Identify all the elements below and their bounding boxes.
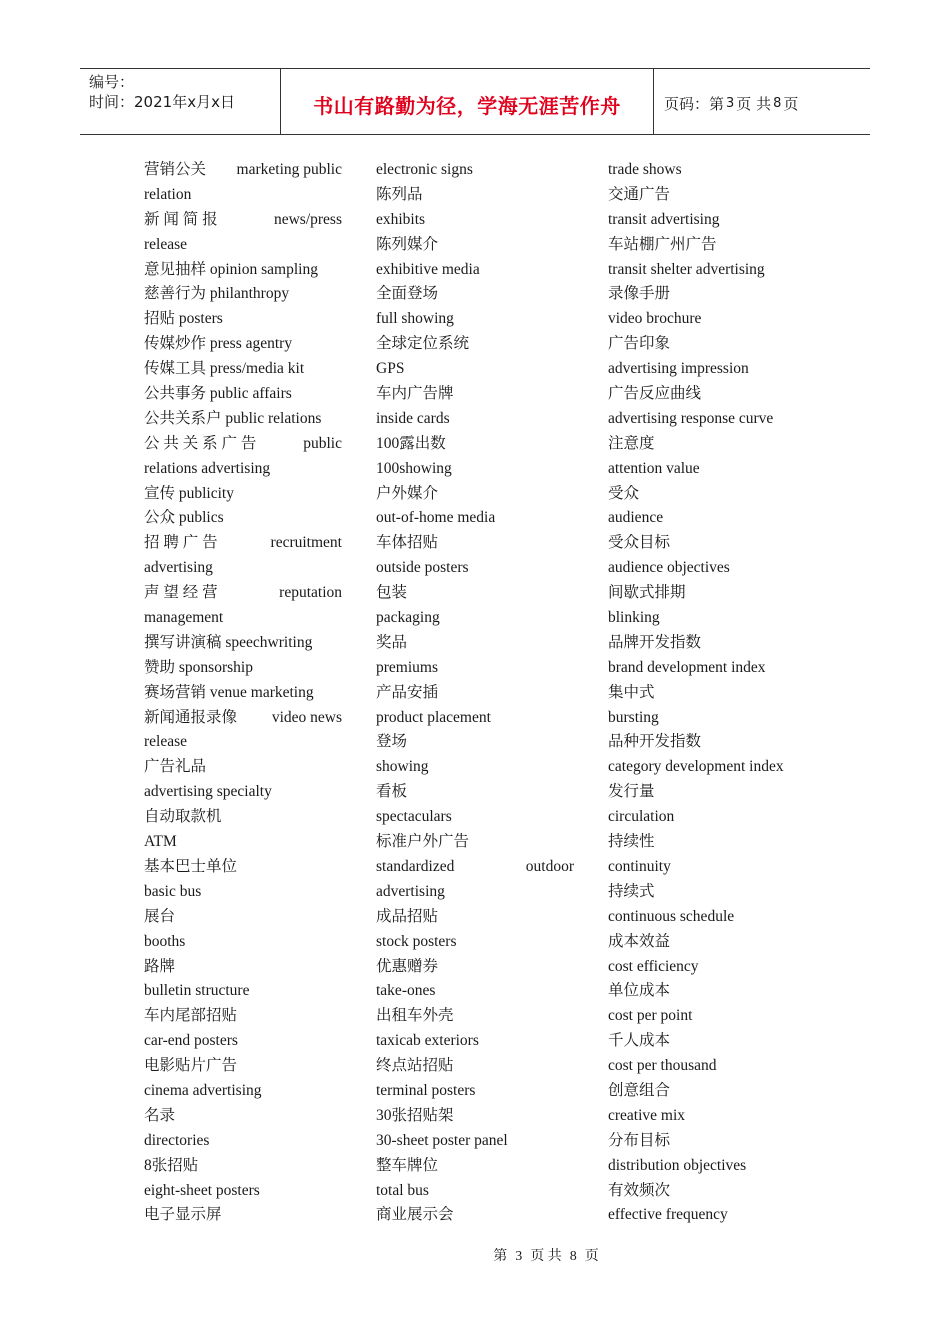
glossary-text: 广告印象 — [608, 335, 671, 353]
glossary-line — [608, 805, 828, 830]
glossary-line — [144, 955, 342, 980]
glossary-line — [608, 158, 828, 183]
glossary-text: video brochure — [608, 310, 702, 328]
glossary-text: out-of-home media — [376, 509, 496, 527]
glossary-text: 电影贴片广告 — [144, 1057, 238, 1075]
glossary-line — [376, 880, 574, 905]
glossary-line — [144, 780, 342, 805]
time-row — [89, 92, 280, 112]
glossary-line — [144, 382, 342, 407]
glossary-text: ATM — [144, 833, 177, 851]
glossary-text: standardized — [376, 857, 455, 875]
glossary-line — [608, 1104, 828, 1129]
glossary-line — [144, 332, 342, 357]
glossary-text: 单位成本 — [608, 982, 671, 1000]
glossary-line — [144, 730, 342, 755]
glossary-line — [376, 1004, 574, 1029]
glossary-line — [376, 233, 574, 258]
glossary-text: advertising — [144, 559, 213, 577]
glossary-line — [144, 556, 342, 581]
glossary-text: 受众 — [608, 484, 640, 502]
glossary-text: blinking — [608, 609, 660, 627]
header-page-indicator — [654, 69, 870, 134]
glossary-line — [144, 656, 342, 681]
glossary-line — [376, 506, 574, 531]
glossary-line — [608, 1029, 828, 1054]
glossary-text: reputation — [279, 584, 342, 602]
glossary-text: 招 聘 广 告 — [144, 534, 218, 552]
glossary-line — [144, 581, 342, 606]
glossary-text: 公共事务 public affairs — [144, 385, 292, 403]
glossary-line — [376, 183, 574, 208]
glossary-line — [144, 905, 342, 930]
glossary-text: 车内尾部招贴 — [144, 1007, 238, 1025]
glossary-line — [144, 1154, 342, 1179]
glossary-text: transit advertising — [608, 210, 720, 228]
glossary-line — [144, 1129, 342, 1154]
glossary-line — [144, 258, 342, 283]
glossary-line — [608, 556, 828, 581]
glossary-text: 成品招贴 — [376, 907, 439, 925]
glossary-text: 注意度 — [608, 434, 655, 452]
glossary-text: 发行量 — [608, 783, 655, 801]
glossary-line — [376, 307, 574, 332]
glossary-text: trade shows — [608, 161, 682, 178]
glossary-text: effective frequency — [608, 1206, 728, 1224]
glossary-text: 基本巴士单位 — [144, 857, 238, 875]
glossary-text: 电子显示屏 — [144, 1206, 222, 1224]
glossary-text: 整车牌位 — [376, 1156, 439, 1174]
glossary-line — [376, 1054, 574, 1079]
glossary-line — [608, 681, 828, 706]
glossary-text: premiums — [376, 658, 438, 676]
glossary-column-1 — [144, 158, 342, 1228]
glossary-text: brand development index — [608, 658, 766, 676]
glossary-text: relations advertising — [144, 459, 271, 477]
glossary-line — [608, 1203, 828, 1228]
glossary-line — [376, 581, 574, 606]
glossary-text: relation — [144, 185, 192, 203]
glossary-line — [376, 930, 574, 955]
glossary-text: 新闻通报录像 — [144, 708, 238, 726]
glossary-line — [376, 805, 574, 830]
glossary-text: release — [144, 733, 188, 751]
glossary-line — [376, 855, 574, 880]
glossary-text: advertising specialty — [144, 783, 272, 801]
glossary-line — [608, 755, 828, 780]
glossary-line — [608, 1179, 828, 1204]
glossary-line — [608, 531, 828, 556]
glossary-text: 包装 — [376, 584, 408, 602]
glossary-text: 营销公关 — [144, 161, 207, 178]
glossary-text: 奖品 — [376, 633, 408, 651]
glossary-line — [144, 506, 342, 531]
glossary-line — [144, 706, 342, 731]
glossary-text: 登场 — [376, 733, 408, 751]
glossary-line — [144, 233, 342, 258]
page-prefix: 页码：第 — [664, 94, 725, 113]
glossary-text: bursting — [608, 708, 659, 726]
glossary-line — [608, 1004, 828, 1029]
glossary-text: 招贴 posters — [144, 310, 223, 328]
glossary-line — [376, 681, 574, 706]
glossary-text: 传媒炒作 press agentry — [144, 335, 293, 353]
glossary-line — [144, 282, 342, 307]
glossary-text: 100showing — [376, 459, 452, 477]
glossary-line — [376, 706, 574, 731]
glossary-text: booths — [144, 932, 186, 950]
glossary-line — [376, 979, 574, 1004]
glossary-text: outside posters — [376, 559, 469, 577]
glossary-text: 优惠赠券 — [376, 957, 439, 975]
page-header — [80, 68, 870, 135]
glossary-text: 公众 publics — [144, 509, 224, 527]
glossary-text: distribution objectives — [608, 1156, 747, 1174]
glossary-line — [144, 457, 342, 482]
glossary-line — [376, 208, 574, 233]
time-value: 2021年x月x日 — [134, 93, 235, 111]
glossary-line — [376, 955, 574, 980]
glossary-text: 录像手册 — [608, 285, 671, 303]
glossary-text: 陈列媒介 — [376, 235, 439, 253]
glossary-line — [144, 805, 342, 830]
glossary-text: cinema advertising — [144, 1081, 262, 1099]
glossary-text: 公 共 关 系 广 告 — [144, 434, 257, 452]
glossary-text: 户外媒介 — [376, 484, 439, 502]
glossary-text: basic bus — [144, 882, 202, 900]
glossary-line — [376, 905, 574, 930]
glossary-line — [376, 457, 574, 482]
glossary-line — [144, 357, 342, 382]
glossary-text: continuous schedule — [608, 907, 735, 925]
glossary-text: 产品安插 — [376, 683, 439, 701]
glossary-line — [144, 755, 342, 780]
glossary-text: recruitment — [270, 534, 342, 552]
glossary-text: news/press — [273, 210, 342, 228]
glossary-text: circulation — [608, 808, 675, 826]
glossary-line — [608, 282, 828, 307]
glossary-line — [376, 432, 574, 457]
glossary-line — [608, 432, 828, 457]
glossary-line — [144, 855, 342, 880]
glossary-text: 广告反应曲线 — [608, 385, 702, 403]
glossary-text: 千人成本 — [608, 1032, 671, 1050]
glossary-text: 传媒工具 press/media kit — [144, 360, 305, 378]
glossary-line — [608, 930, 828, 955]
glossary-text: 全面登场 — [376, 285, 439, 303]
glossary-text: car-end posters — [144, 1032, 238, 1050]
glossary-line — [376, 1154, 574, 1179]
glossary-line — [144, 631, 342, 656]
glossary-line — [608, 183, 828, 208]
glossary-text: 撰写讲演稿 speechwriting — [144, 633, 313, 651]
glossary-line — [144, 407, 342, 432]
glossary-text: management — [144, 609, 224, 627]
footer-mid: 页 共 — [530, 1249, 562, 1264]
glossary-text: 赞助 sponsorship — [144, 658, 253, 676]
glossary-line — [608, 581, 828, 606]
glossary-line — [376, 332, 574, 357]
glossary-text: 30张招贴架 — [376, 1106, 454, 1124]
glossary-text: inside cards — [376, 409, 450, 427]
glossary-text: marketing public — [236, 161, 342, 178]
glossary-line — [144, 1029, 342, 1054]
glossary-text: 品种开发指数 — [608, 733, 702, 751]
glossary-line — [376, 1129, 574, 1154]
glossary-line — [608, 631, 828, 656]
glossary-text: 出租车外壳 — [376, 1007, 454, 1025]
page-footer — [0, 1245, 950, 1265]
glossary-line — [376, 482, 574, 507]
glossary-column-2 — [376, 158, 574, 1228]
glossary-text: 持续式 — [608, 882, 655, 900]
glossary-text: 宣传 publicity — [144, 484, 234, 502]
glossary-line — [608, 307, 828, 332]
glossary-line — [144, 1079, 342, 1104]
glossary-text: 公共关系户 public relations — [144, 409, 322, 427]
footer-current: 3 — [515, 1249, 523, 1264]
glossary-text: cost per point — [608, 1007, 693, 1025]
glossary-line — [608, 357, 828, 382]
glossary-column-3 — [608, 158, 828, 1228]
glossary-text: release — [144, 235, 188, 253]
glossary-line — [608, 233, 828, 258]
glossary-line — [144, 880, 342, 905]
glossary-text: 车内广告牌 — [376, 385, 454, 403]
glossary-line — [608, 1054, 828, 1079]
glossary-text: advertising impression — [608, 360, 749, 378]
glossary-line — [144, 681, 342, 706]
glossary-line — [376, 606, 574, 631]
glossary-line — [376, 531, 574, 556]
glossary-line — [144, 606, 342, 631]
glossary-line — [608, 656, 828, 681]
glossary-text: 有效频次 — [608, 1181, 671, 1199]
glossary-line — [376, 656, 574, 681]
glossary-text: 持续性 — [608, 833, 655, 851]
glossary-line — [608, 457, 828, 482]
glossary-line — [608, 1129, 828, 1154]
glossary-line — [608, 1079, 828, 1104]
glossary-text: advertising — [376, 882, 445, 900]
glossary-line — [144, 830, 342, 855]
header-meta — [80, 69, 281, 134]
header-motto: 书山有路勤为径，学海无涯苦作舟 — [281, 69, 654, 134]
glossary-line — [144, 208, 342, 233]
glossary-text: 车站棚广州广告 — [608, 235, 717, 253]
glossary-line — [376, 830, 574, 855]
glossary-text: 8张招贴 — [144, 1156, 199, 1174]
glossary-text: product placement — [376, 708, 491, 726]
glossary-text: 广告礼品 — [144, 758, 207, 776]
glossary-text: 陈列品 — [376, 185, 423, 203]
glossary-line — [376, 1029, 574, 1054]
glossary-text: audience — [608, 509, 664, 527]
glossary-line — [608, 482, 828, 507]
glossary-text: 车体招贴 — [376, 534, 439, 552]
glossary-line — [376, 1179, 574, 1204]
glossary-text: 看板 — [376, 783, 408, 801]
page-suffix: 页 — [783, 94, 799, 113]
time-label: 时间： — [89, 93, 135, 111]
glossary-text: taxicab exteriors — [376, 1032, 479, 1050]
glossary-text: audience objectives — [608, 559, 730, 577]
glossary-text: showing — [376, 758, 429, 776]
glossary-text: attention value — [608, 459, 700, 477]
glossary-text: 意见抽样 opinion sampling — [144, 260, 318, 278]
glossary-text: 终点站招贴 — [376, 1057, 454, 1075]
glossary-text: 交通广告 — [608, 185, 671, 203]
glossary-line — [608, 407, 828, 432]
glossary-line — [608, 780, 828, 805]
glossary-text: packaging — [376, 609, 440, 627]
footer-prefix: 第 — [493, 1249, 508, 1264]
glossary-line — [376, 158, 574, 183]
glossary-line — [144, 183, 342, 208]
glossary-line — [144, 482, 342, 507]
glossary-line — [608, 955, 828, 980]
glossary-text: transit shelter advertising — [608, 260, 765, 278]
glossary-line — [144, 1179, 342, 1204]
glossary-line — [608, 332, 828, 357]
page-total: 8 — [773, 95, 782, 111]
glossary-line — [376, 282, 574, 307]
glossary-line — [144, 158, 342, 183]
glossary-line — [144, 1203, 342, 1228]
glossary-text: terminal posters — [376, 1081, 476, 1099]
page-mid: 页 共 — [736, 94, 772, 113]
glossary-text: 赛场营销 venue marketing — [144, 683, 314, 701]
glossary-text: GPS — [376, 360, 405, 378]
glossary-line — [144, 1004, 342, 1029]
glossary-line — [608, 208, 828, 233]
glossary-line — [376, 258, 574, 283]
glossary-text: total bus — [376, 1181, 429, 1199]
glossary-text: 新 闻 简 报 — [144, 210, 218, 228]
glossary-text: video news — [271, 708, 342, 726]
glossary-text: cost per thousand — [608, 1057, 717, 1075]
glossary-line — [144, 930, 342, 955]
glossary-line — [608, 606, 828, 631]
glossary-line — [608, 506, 828, 531]
glossary-text: eight-sheet posters — [144, 1181, 260, 1199]
glossary-line — [608, 830, 828, 855]
glossary-text: 路牌 — [144, 957, 176, 975]
glossary-text: 品牌开发指数 — [608, 633, 702, 651]
glossary-line — [376, 755, 574, 780]
glossary-line — [608, 979, 828, 1004]
glossary-text: 成本效益 — [608, 932, 671, 950]
glossary-line — [376, 556, 574, 581]
glossary-line — [608, 730, 828, 755]
glossary-text: 受众目标 — [608, 534, 671, 552]
glossary-text: 30-sheet poster panel — [376, 1131, 508, 1149]
glossary-text: 声 望 经 营 — [144, 584, 218, 602]
glossary-text: category development index — [608, 758, 784, 776]
glossary-text: spectaculars — [376, 808, 452, 826]
glossary-text: 商业展示会 — [376, 1206, 454, 1224]
page-current: 3 — [726, 95, 735, 111]
glossary-text: directories — [144, 1131, 210, 1149]
glossary-text: take-ones — [376, 982, 436, 1000]
glossary-line — [376, 730, 574, 755]
glossary-line — [608, 1154, 828, 1179]
glossary-text: outdoor — [525, 857, 574, 875]
glossary-text: 分布目标 — [608, 1131, 671, 1149]
glossary-text: 间歇式排期 — [608, 584, 686, 602]
glossary-line — [376, 1104, 574, 1129]
glossary-line — [608, 905, 828, 930]
glossary-text: public — [303, 434, 342, 452]
glossary-text: exhibits — [376, 210, 426, 228]
glossary-line — [376, 407, 574, 432]
glossary-text: 自动取款机 — [144, 808, 222, 826]
glossary-line — [144, 979, 342, 1004]
glossary-text: stock posters — [376, 932, 457, 950]
glossary-text: continuity — [608, 857, 671, 875]
glossary-text: 慈善行为 philanthropy — [144, 285, 290, 303]
glossary-line — [144, 1054, 342, 1079]
glossary-line — [144, 307, 342, 332]
glossary-line — [376, 780, 574, 805]
glossary-text: creative mix — [608, 1106, 686, 1124]
glossary-text: 创意组合 — [608, 1081, 671, 1099]
footer-total: 8 — [569, 1249, 577, 1264]
glossary-line — [608, 706, 828, 731]
glossary-line — [608, 258, 828, 283]
glossary-text: advertising response curve — [608, 409, 774, 427]
glossary-text: 集中式 — [608, 683, 655, 701]
glossary-text: electronic signs — [376, 161, 473, 178]
glossary-text: 标准户外广告 — [376, 833, 470, 851]
glossary-line — [376, 382, 574, 407]
number-label: 编号： — [89, 73, 135, 91]
glossary-line — [376, 357, 574, 382]
glossary-line — [608, 855, 828, 880]
glossary-text: cost efficiency — [608, 957, 699, 975]
glossary-text: bulletin structure — [144, 982, 250, 1000]
glossary-line — [144, 1104, 342, 1129]
glossary-line — [608, 382, 828, 407]
glossary-text: 展台 — [144, 907, 176, 925]
glossary-text: 全球定位系统 — [376, 335, 470, 353]
footer-suffix: 页 — [584, 1249, 599, 1264]
glossary-text: exhibitive media — [376, 260, 480, 278]
glossary-text: 名录 — [144, 1106, 176, 1124]
glossary-line — [376, 631, 574, 656]
glossary-line — [376, 1203, 574, 1228]
glossary-line — [144, 432, 342, 457]
glossary-text: 100露出数 — [376, 434, 446, 452]
glossary-line — [608, 880, 828, 905]
glossary-line — [144, 531, 342, 556]
glossary-text: full showing — [376, 310, 454, 328]
glossary-line — [376, 1079, 574, 1104]
